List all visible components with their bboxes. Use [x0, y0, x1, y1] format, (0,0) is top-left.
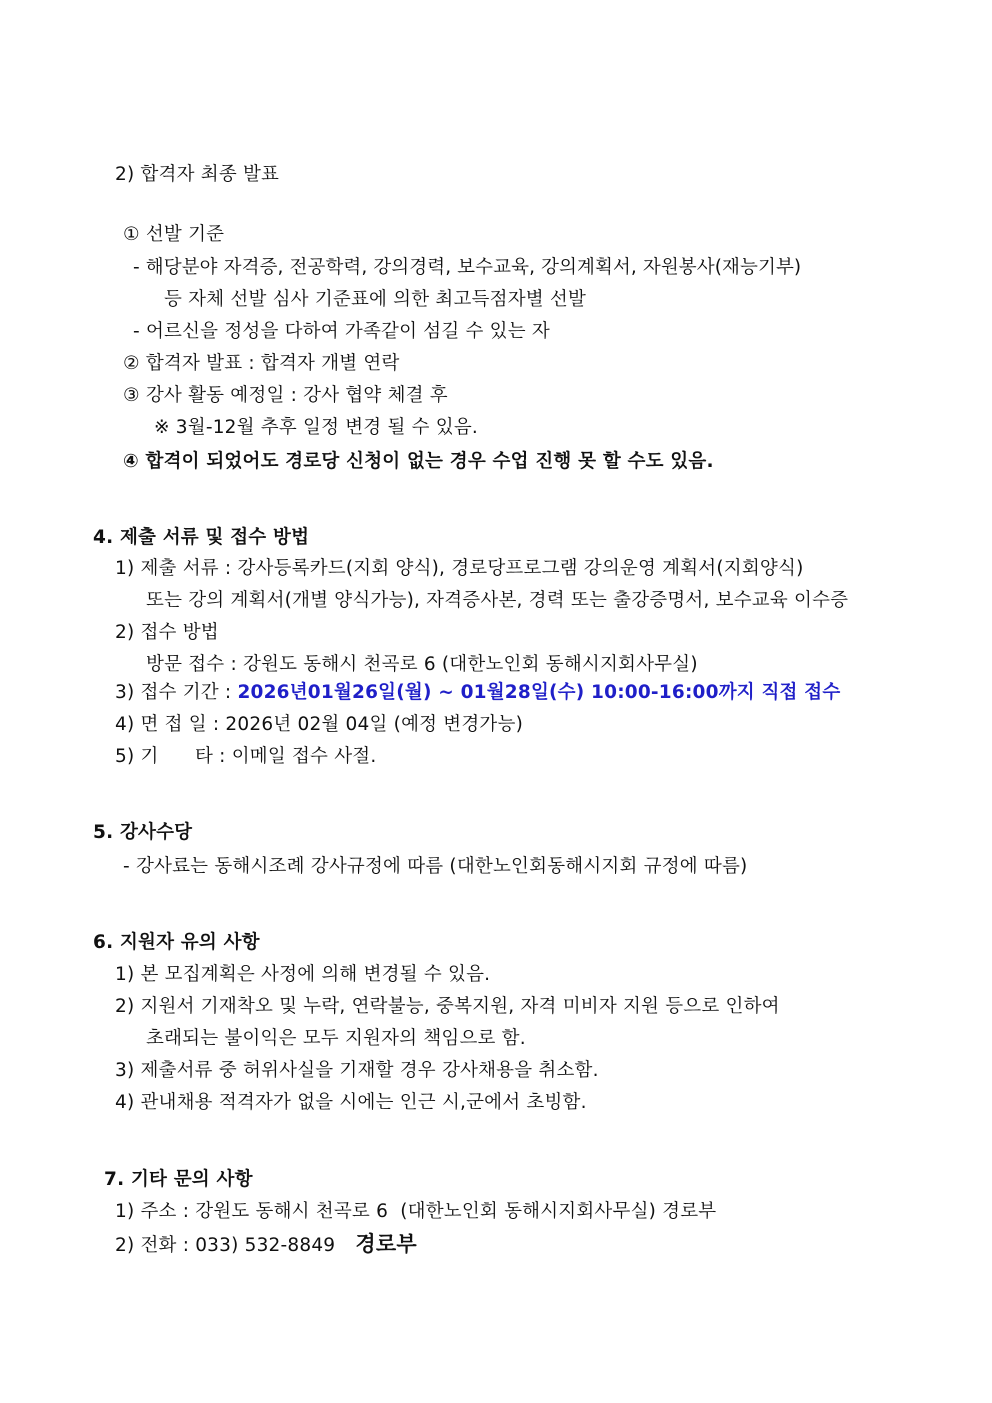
method-title: 2) 접수 방법 [115, 622, 219, 643]
phone-number: 2) 전화 : 033) 532-8849 [115, 1235, 342, 1256]
activity-date-line: ③ 강사 활동 예정일 : 강사 협약 체결 후 [123, 385, 448, 406]
criteria-item-line: - 해당분야 자격증, 전공학력, 강의경력, 보수교육, 강의계획서, 자원봉사(재능기부) [133, 257, 802, 278]
fee-detail: - 강사료는 동해시조례 강사규정에 따름 (대한노인회동해시지회 규정에 따름) [123, 856, 748, 877]
notice-item: 3) 제출서류 중 허위사실을 기재할 경우 강사채용을 취소함. [115, 1060, 599, 1081]
notice-item: 1) 본 모집계획은 사정에 의해 변경될 수 있음. [115, 964, 491, 985]
section-heading: 5. 강사수당 [93, 822, 193, 843]
section-heading: 4. 제출 서류 및 접수 방법 [93, 527, 310, 548]
announcement-line: ② 합격자 발표 : 합격자 개별 연락 [123, 353, 400, 374]
contact-phone [115, 1232, 417, 1258]
notice-item: 4) 관내채용 적격자가 없을 시에는 인근 시,군에서 초빙함. [115, 1092, 587, 1113]
other-line: 5) 기 타 : 이메일 접수 사절. [115, 746, 377, 767]
section-heading: 7. 기타 문의 사항 [104, 1169, 253, 1190]
section-subheading: 2) 합격자 최종 발표 [115, 164, 280, 185]
documents-line: 또는 강의 계획서(개별 양식가능), 자격증사본, 경력 또는 출강증명서, 보수교육 이수증 [146, 590, 849, 611]
selection-criteria-title: ① 선발 기준 [123, 224, 225, 245]
activity-note: ※ 3월-12월 추후 일정 변경 될 수 있음. [154, 417, 478, 438]
interview-line: 4) 면 접 일 : 2026년 02월 04일 (예정 변경가능) [115, 714, 523, 735]
period-value: 2026년01월26일(월) ~ 01월28일(수) 10:00-16:00까지 직접 접수 [237, 682, 841, 703]
period-label: 3) 접수 기간 : [115, 682, 238, 703]
notice-item: 2) 지원서 기재착오 및 누락, 연락불능, 중복지원, 자격 미비자 지원 등으로 인하여 [115, 996, 780, 1017]
documents-line: 1) 제출 서류 : 강사등록카드(지회 양식), 경로당프로그램 강의운영 계획서(지회양식) [115, 558, 804, 579]
period-line [115, 681, 840, 705]
method-detail: 방문 접수 : 강원도 동해시 천곡로 6 (대한노인회 동해시지회사무실) [146, 654, 698, 675]
section-heading: 6. 지원자 유의 사항 [93, 932, 260, 953]
criteria-item-line: 등 자체 선발 심사 기준표에 의한 최고득점자별 선발 [164, 289, 587, 310]
notice-item: 초래되는 불이익은 모두 지원자의 책임으로 함. [146, 1028, 526, 1049]
warning-line: ④ 합격이 되었어도 경로당 신청이 없는 경우 수업 진행 못 할 수도 있음. [123, 451, 714, 472]
department-name: 경로부 [355, 1232, 417, 1256]
contact-address: 1) 주소 : 강원도 동해시 천곡로 6 (대한노인회 동해시지회사무실) 경로부 [115, 1201, 717, 1222]
criteria-item-line: - 어르신을 정성을 다하여 가족같이 섬길 수 있는 자 [133, 321, 550, 342]
